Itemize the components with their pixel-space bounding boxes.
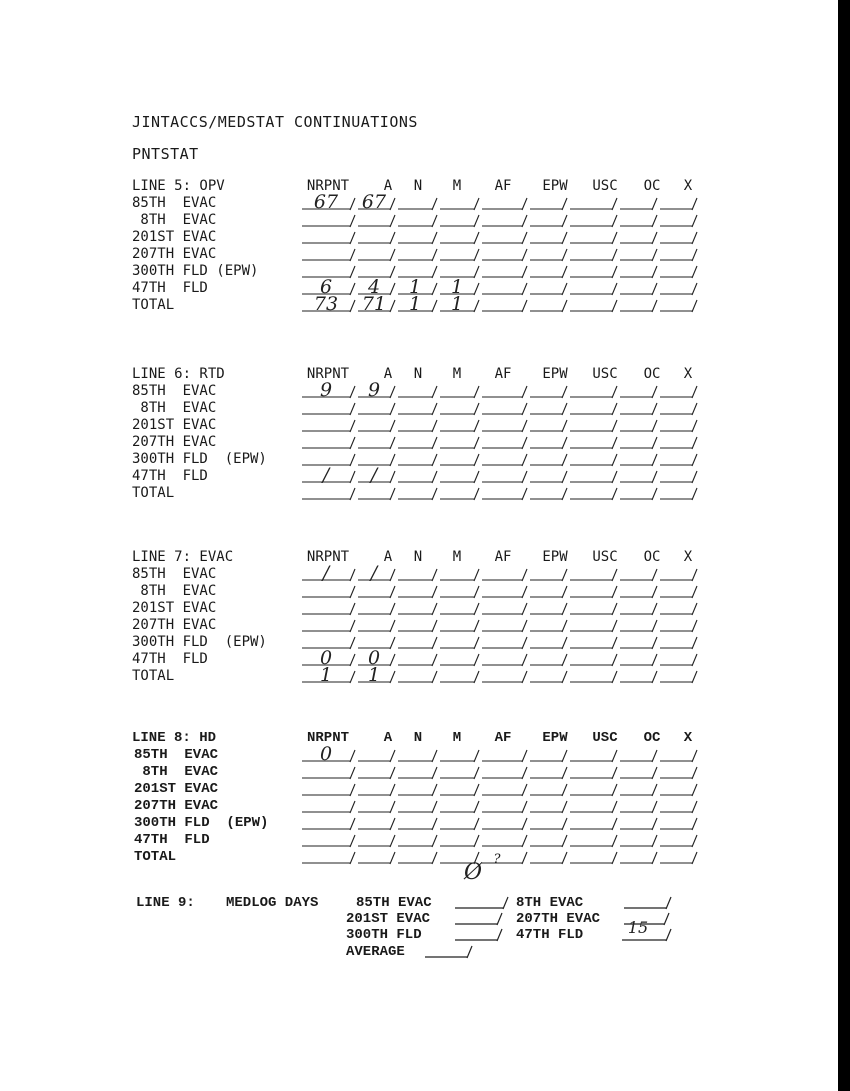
handwritten-entry: 9 — [367, 379, 381, 401]
row-label: 207TH EVAC — [132, 617, 217, 633]
column-header: OC — [643, 366, 661, 382]
column-header: EPW — [542, 178, 568, 194]
row-label: 201ST EVAC — [132, 417, 217, 433]
column-header: OC — [643, 178, 661, 194]
column-header: N — [413, 549, 423, 565]
row-label: 300TH FLD (EPW) — [132, 263, 259, 279]
line9-medlog-label: MEDLOG DAYS — [226, 895, 319, 911]
row-label: 85TH EVAC — [132, 195, 217, 211]
column-header: AF — [494, 178, 512, 194]
handwritten-entry: 4 — [367, 276, 381, 298]
row-label: 8TH EVAC — [132, 400, 217, 416]
row-label: 300TH FLD (EPW) — [134, 815, 269, 831]
column-header: N — [413, 178, 423, 194]
column-header: OC — [643, 730, 661, 746]
column-header: N — [413, 366, 423, 382]
column-header: N — [413, 730, 423, 746]
handwritten-entry: / — [370, 562, 378, 584]
column-header: X — [683, 366, 693, 382]
handwritten-entry: 1 — [450, 276, 464, 298]
row-label: 47TH FLD — [132, 468, 208, 484]
column-header: M — [452, 178, 462, 194]
handwritten-entry: 0 — [319, 743, 333, 765]
handwritten-entry: 1 — [367, 664, 381, 686]
column-header: USC — [592, 730, 618, 746]
handwritten-entry: 73 — [313, 293, 339, 315]
row-label: TOTAL — [132, 297, 175, 313]
handwritten-entry: / — [322, 562, 330, 584]
column-header: AF — [494, 730, 512, 746]
column-header: M — [452, 366, 462, 382]
column-header: NRPNT — [306, 549, 350, 565]
column-header: X — [683, 178, 693, 194]
section-heading: LINE 7: EVAC — [132, 549, 234, 565]
handwritten-entry: 67 — [361, 191, 387, 213]
row-label: 8TH EVAC — [134, 764, 219, 780]
handwritten-entry: 1 — [408, 293, 422, 315]
column-header: X — [683, 730, 693, 746]
handwritten-entry: 9 — [319, 379, 333, 401]
line9-label-201st: 201ST EVAC — [346, 911, 431, 927]
handwritten-entry: 1 — [450, 293, 464, 315]
row-label: 207TH EVAC — [132, 246, 217, 262]
line9-label-47th: 47TH FLD — [516, 927, 584, 943]
row-label: 207TH EVAC — [132, 434, 217, 450]
row-label: 8TH EVAC — [132, 583, 217, 599]
handwritten-entry: 6 — [319, 276, 333, 298]
row-label: 201ST EVAC — [134, 781, 219, 797]
row-label: 85TH EVAC — [134, 747, 219, 763]
column-header: A — [383, 549, 393, 565]
column-header: A — [383, 178, 393, 194]
column-header: USC — [592, 549, 618, 565]
section-heading: LINE 5: OPV — [132, 178, 225, 194]
column-header: M — [452, 549, 462, 565]
line9-label-207th: 207TH EVAC — [516, 911, 601, 927]
row-label: 85TH EVAC — [132, 383, 217, 399]
row-label: 300TH FLD (EPW) — [132, 634, 267, 650]
row-label: 207TH EVAC — [134, 798, 219, 814]
line9-47th-value: 15 — [627, 918, 649, 937]
section-heading: LINE 8: HD — [132, 730, 217, 746]
handwritten-entry: / — [322, 464, 330, 486]
row-label: 201ST EVAC — [132, 600, 217, 616]
column-header: NRPNT — [306, 178, 350, 194]
column-header: USC — [592, 366, 618, 382]
document-title: JINTACCS/MEDSTAT CONTINUATIONS — [132, 113, 418, 131]
column-header: EPW — [542, 730, 568, 746]
handwritten-entry: 1 — [408, 276, 422, 298]
column-header: EPW — [542, 549, 568, 565]
column-header: A — [383, 366, 393, 382]
row-label: TOTAL — [132, 485, 175, 501]
column-header: NRPNT — [306, 366, 350, 382]
row-label: 201ST EVAC — [132, 229, 217, 245]
column-header: AF — [494, 549, 512, 565]
handwritten-entry: / — [370, 464, 378, 486]
line9-85th-value: Ø — [463, 860, 483, 885]
column-header: AF — [494, 366, 512, 382]
column-header: OC — [643, 549, 661, 565]
line9-label-300th: 300TH FLD — [346, 927, 422, 943]
line9-label-8th: 8TH EVAC — [516, 895, 584, 911]
row-label: 300TH FLD (EPW) — [132, 451, 267, 467]
line9-label-average: AVERAGE — [346, 944, 405, 960]
column-header: NRPNT — [306, 730, 350, 746]
column-header: A — [383, 730, 393, 746]
column-header: USC — [592, 178, 618, 194]
row-label: 8TH EVAC — [132, 212, 217, 228]
row-label: 47TH FLD — [132, 651, 208, 667]
line9-question-mark: ? — [493, 852, 501, 867]
handwritten-entry: 67 — [313, 191, 339, 213]
handwritten-entry: 71 — [361, 293, 387, 315]
row-label: 85TH EVAC — [132, 566, 217, 582]
column-header: X — [683, 549, 693, 565]
document-subtitle: PNTSTAT — [132, 145, 199, 163]
column-header: EPW — [542, 366, 568, 382]
row-label: TOTAL — [134, 849, 177, 865]
row-label: 47TH FLD — [134, 832, 210, 848]
line9-heading: LINE 9: — [136, 895, 195, 911]
handwritten-entry: 0 — [319, 647, 333, 669]
section-heading: LINE 6: RTD — [132, 366, 225, 382]
line9-label-85th: 85TH EVAC — [356, 895, 432, 911]
column-header: M — [452, 730, 462, 746]
row-label: 47TH FLD — [132, 280, 208, 296]
row-label: TOTAL — [132, 668, 175, 684]
handwritten-entry: 0 — [367, 647, 381, 669]
handwritten-entry: 1 — [319, 664, 333, 686]
